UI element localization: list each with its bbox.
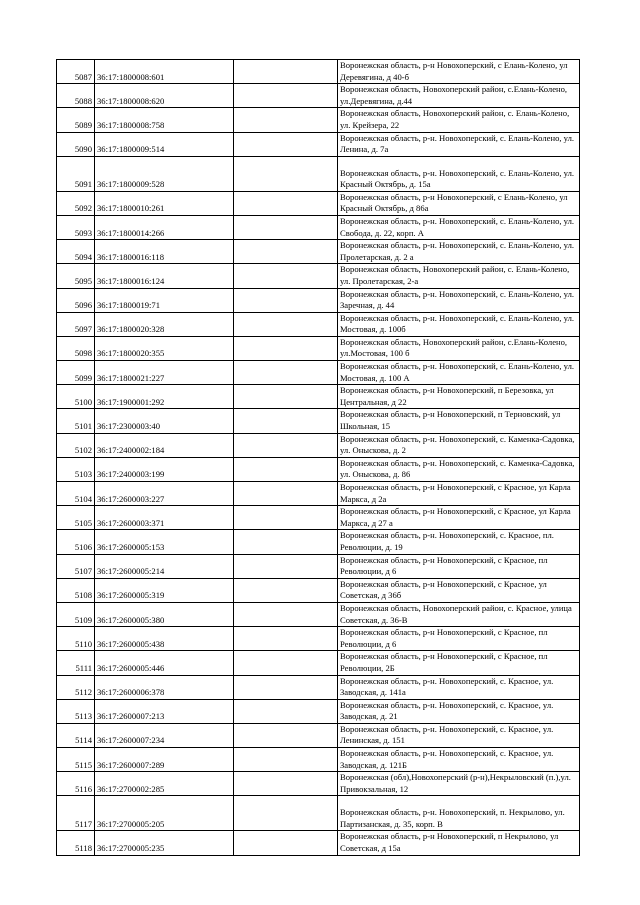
address-cell: Воронежская область, р-н Новохоперский, с Красное, ул Карла Маркса, д 27 а: [338, 506, 580, 530]
table-row: [57, 288, 580, 312]
row-number-cell: 5099: [57, 361, 95, 385]
table-row: [57, 433, 580, 457]
address-cell: Воронежская область, р-н Новохоперский, с Красное, пл Революции, д 6: [338, 554, 580, 578]
row-number-cell: 5110: [57, 627, 95, 651]
address-cell: Воронежская область, р-н. Новохоперский, с. Красное, ул. Заводская, д. 141а: [338, 675, 580, 699]
empty-cell: [234, 409, 338, 433]
empty-cell: [234, 191, 338, 215]
row-number-cell: 5114: [57, 723, 95, 747]
address-cell: Воронежская область, р-н. Новохоперский, с. Елань-Колено, ул. Заречная, д. 44: [338, 288, 580, 312]
address-cell: Воронежская область, р-н. Новохоперский, п. Некрылово, ул. Партизанская, д. 35, корп. В: [338, 796, 580, 831]
table-row: [57, 675, 580, 699]
row-number-cell: 5094: [57, 240, 95, 264]
table-row: [57, 361, 580, 385]
table-row: [57, 132, 580, 156]
row-number-cell: 5118: [57, 831, 95, 855]
row-number-cell: 5107: [57, 554, 95, 578]
table-row: [57, 578, 580, 602]
row-number-cell: 5093: [57, 215, 95, 239]
empty-cell: [234, 132, 338, 156]
table-row: [57, 215, 580, 239]
cadastral-number-cell: 36:17:1800010:261: [95, 191, 234, 215]
row-number-cell: 5092: [57, 191, 95, 215]
address-cell: Воронежская область, Новохоперский район, с. Елань-Колено, ул. Крейзера, 22: [338, 108, 580, 132]
address-cell: Воронежская область, р-н. Новохоперский, с. Красное, ул. Ленинская, д. 151: [338, 723, 580, 747]
address-cell: Воронежская область, р-н. Новохоперский, с. Елань-Колено, ул. Красный Октябрь, д. 15а: [338, 156, 580, 191]
empty-cell: [234, 482, 338, 506]
cadastral-number-cell: 36:17:2700002:285: [95, 772, 234, 796]
empty-cell: [234, 288, 338, 312]
cadastral-number-cell: 36:17:1800020:328: [95, 312, 234, 336]
address-cell: Воронежская область, р-н Новохоперский, с Красное, пл Революции, 2Б: [338, 651, 580, 675]
address-cell: Воронежская область, р-н. Новохоперский, с. Красное, ул. Заводская, д. 121Б: [338, 748, 580, 772]
empty-cell: [234, 312, 338, 336]
table-row: [57, 240, 580, 264]
cadastral-number-cell: 36:17:2700005:205: [95, 796, 234, 831]
table-row: [57, 191, 580, 215]
row-number-cell: 5109: [57, 602, 95, 626]
empty-cell: [234, 108, 338, 132]
empty-cell: [234, 60, 338, 84]
cadastral-number-cell: 36:17:1800008:758: [95, 108, 234, 132]
address-cell: Воронежская область, р-н. Новохоперский, с. Каменка-Садовка, ул. Оныскова, д. 86: [338, 457, 580, 481]
empty-cell: [234, 748, 338, 772]
address-cell: Воронежская область, р-н Новохоперский, п Терновский, ул Школьная, 15: [338, 409, 580, 433]
cadastral-number-cell: 36:17:2600007:234: [95, 723, 234, 747]
cadastral-number-cell: 36:17:2600003:371: [95, 506, 234, 530]
cadastral-number-cell: 36:17:2400002:184: [95, 433, 234, 457]
cadastral-number-cell: 36:17:1800020:355: [95, 336, 234, 360]
row-number-cell: 5116: [57, 772, 95, 796]
address-cell: Воронежская (обл),Новохоперский (р-н),Некрыловский (п.),ул. Привокзальная, 12: [338, 772, 580, 796]
cadastral-number-cell: 36:17:1800014:266: [95, 215, 234, 239]
table-row: [57, 506, 580, 530]
empty-cell: [234, 796, 338, 831]
row-number-cell: 5115: [57, 748, 95, 772]
register-table: [56, 59, 580, 856]
row-number-cell: 5111: [57, 651, 95, 675]
empty-cell: [234, 361, 338, 385]
empty-cell: [234, 84, 338, 108]
empty-cell: [234, 336, 338, 360]
row-number-cell: 5087: [57, 60, 95, 84]
cadastral-number-cell: 36:17:1800008:620: [95, 84, 234, 108]
cadastral-number-cell: 36:17:2600003:227: [95, 482, 234, 506]
row-number-cell: 5101: [57, 409, 95, 433]
address-cell: Воронежская область, р-н Новохоперский, с Елань-Колено, ул Деревягина, д 40-б: [338, 60, 580, 84]
table-row: [57, 482, 580, 506]
row-number-cell: 5108: [57, 578, 95, 602]
cadastral-number-cell: 36:17:2600006:378: [95, 675, 234, 699]
cadastral-number-cell: 36:17:1800016:118: [95, 240, 234, 264]
table-row: [57, 651, 580, 675]
address-cell: Воронежская область, р-н Новохоперский, с Красное, ул Карла Маркса, д 2а: [338, 482, 580, 506]
address-cell: Воронежская область, р-н. Новохоперский, с. Елань-Колено, ул. Мостовая, д. 100б: [338, 312, 580, 336]
table-row: [57, 796, 580, 831]
row-number-cell: 5117: [57, 796, 95, 831]
cadastral-number-cell: 36:17:1800009:514: [95, 132, 234, 156]
address-cell: Воронежская область, Новохоперский район, с. Красное, улица Советская, д. 36-В: [338, 602, 580, 626]
address-cell: Воронежская область, р-н. Новохоперский, с. Елань-Колено, ул. Свобода, д. 22, корп. А: [338, 215, 580, 239]
empty-cell: [234, 156, 338, 191]
cadastral-number-cell: 36:17:1800019:71: [95, 288, 234, 312]
empty-cell: [234, 675, 338, 699]
table-row: [57, 627, 580, 651]
row-number-cell: 5097: [57, 312, 95, 336]
address-cell: Воронежская область, р-н Новохоперский, с Елань-Колено, ул Красный Октябрь, д 86а: [338, 191, 580, 215]
address-cell: Воронежская область, р-н. Новохоперский, с. Красное, ул. Заводская, д. 21: [338, 699, 580, 723]
register-rows: [57, 60, 580, 856]
empty-cell: [234, 602, 338, 626]
empty-cell: [234, 772, 338, 796]
table-row: [57, 699, 580, 723]
row-number-cell: 5112: [57, 675, 95, 699]
row-number-cell: 5106: [57, 530, 95, 554]
address-cell: Воронежская область, р-н Новохоперский, п Некрылово, ул Советская, д 15а: [338, 831, 580, 855]
table-row: [57, 264, 580, 288]
empty-cell: [234, 457, 338, 481]
table-row: [57, 772, 580, 796]
table-row: [57, 530, 580, 554]
empty-cell: [234, 651, 338, 675]
address-cell: Воронежская область, р-н. Новохоперский, с. Елань-Колено, ул. Пролетарская, д. 2 а: [338, 240, 580, 264]
empty-cell: [234, 530, 338, 554]
row-number-cell: 5103: [57, 457, 95, 481]
empty-cell: [234, 385, 338, 409]
address-cell: Воронежская область, р-н Новохоперский, п Березовка, ул Центральная, д 22: [338, 385, 580, 409]
cadastral-number-cell: 36:17:2600007:289: [95, 748, 234, 772]
table-row: [57, 602, 580, 626]
address-cell: Воронежская область, р-н. Новохоперский, с. Елань-Колено, ул. Мостовая, д. 100 А: [338, 361, 580, 385]
table-row: [57, 385, 580, 409]
row-number-cell: 5113: [57, 699, 95, 723]
row-number-cell: 5089: [57, 108, 95, 132]
empty-cell: [234, 554, 338, 578]
row-number-cell: 5095: [57, 264, 95, 288]
empty-cell: [234, 506, 338, 530]
table-row: [57, 457, 580, 481]
table-row: [57, 554, 580, 578]
table-row: [57, 409, 580, 433]
empty-cell: [234, 699, 338, 723]
empty-cell: [234, 723, 338, 747]
row-number-cell: 5096: [57, 288, 95, 312]
cadastral-number-cell: 36:17:1800009:528: [95, 156, 234, 191]
address-cell: Воронежская область, Новохоперский район, с. Елань-Колено, ул. Пролетарская, 2-а: [338, 264, 580, 288]
row-number-cell: 5105: [57, 506, 95, 530]
row-number-cell: 5090: [57, 132, 95, 156]
cadastral-number-cell: 36:17:2700005:235: [95, 831, 234, 855]
cadastral-number-cell: 36:17:2600005:153: [95, 530, 234, 554]
row-number-cell: 5102: [57, 433, 95, 457]
empty-cell: [234, 831, 338, 855]
row-number-cell: 5100: [57, 385, 95, 409]
address-cell: Воронежская область, р-н. Новохоперский, с. Елань-Колено, ул. Ленина, д. 7а: [338, 132, 580, 156]
address-cell: Воронежская область, р-н Новохоперский, с Красное, ул Советская, д 36б: [338, 578, 580, 602]
empty-cell: [234, 264, 338, 288]
empty-cell: [234, 627, 338, 651]
cadastral-number-cell: 36:17:2600005:438: [95, 627, 234, 651]
row-number-cell: 5088: [57, 84, 95, 108]
table-row: [57, 60, 580, 84]
address-cell: Воронежская область, р-н. Новохоперский, с. Красное, пл. Революции, д. 19: [338, 530, 580, 554]
table-row: [57, 84, 580, 108]
cadastral-number-cell: 36:17:2600007:213: [95, 699, 234, 723]
cadastral-number-cell: 36:17:1800016:124: [95, 264, 234, 288]
table-row: [57, 156, 580, 191]
address-cell: Воронежская область, Новохоперский район, с.Елань-Колено, ул.Мостовая, 100 б: [338, 336, 580, 360]
cadastral-number-cell: 36:17:2600005:214: [95, 554, 234, 578]
row-number-cell: 5091: [57, 156, 95, 191]
table-row: [57, 336, 580, 360]
cadastral-number-cell: 36:17:2400003:199: [95, 457, 234, 481]
empty-cell: [234, 215, 338, 239]
row-number-cell: 5098: [57, 336, 95, 360]
row-number-cell: 5104: [57, 482, 95, 506]
table-row: [57, 831, 580, 855]
cadastral-number-cell: 36:17:1900001:292: [95, 385, 234, 409]
table-row: [57, 108, 580, 132]
cadastral-number-cell: 36:17:1800008:601: [95, 60, 234, 84]
cadastral-number-cell: 36:17:1800021:227: [95, 361, 234, 385]
empty-cell: [234, 240, 338, 264]
table-row: [57, 748, 580, 772]
cadastral-number-cell: 36:17:2600005:319: [95, 578, 234, 602]
cadastral-number-cell: 36:17:2300003:40: [95, 409, 234, 433]
address-cell: Воронежская область, р-н. Новохоперский, с. Каменка-Садовка, ул. Оныскова, д. 2: [338, 433, 580, 457]
table-row: [57, 723, 580, 747]
cadastral-number-cell: 36:17:2600005:380: [95, 602, 234, 626]
address-cell: Воронежская область, Новохоперский район, с.Елань-Колено, ул.Деревягина, д.44: [338, 84, 580, 108]
cadastral-number-cell: 36:17:2600005:446: [95, 651, 234, 675]
empty-cell: [234, 578, 338, 602]
table-row: [57, 312, 580, 336]
empty-cell: [234, 433, 338, 457]
address-cell: Воронежская область, р-н Новохоперский, с Красное, пл Революции, д 6: [338, 627, 580, 651]
